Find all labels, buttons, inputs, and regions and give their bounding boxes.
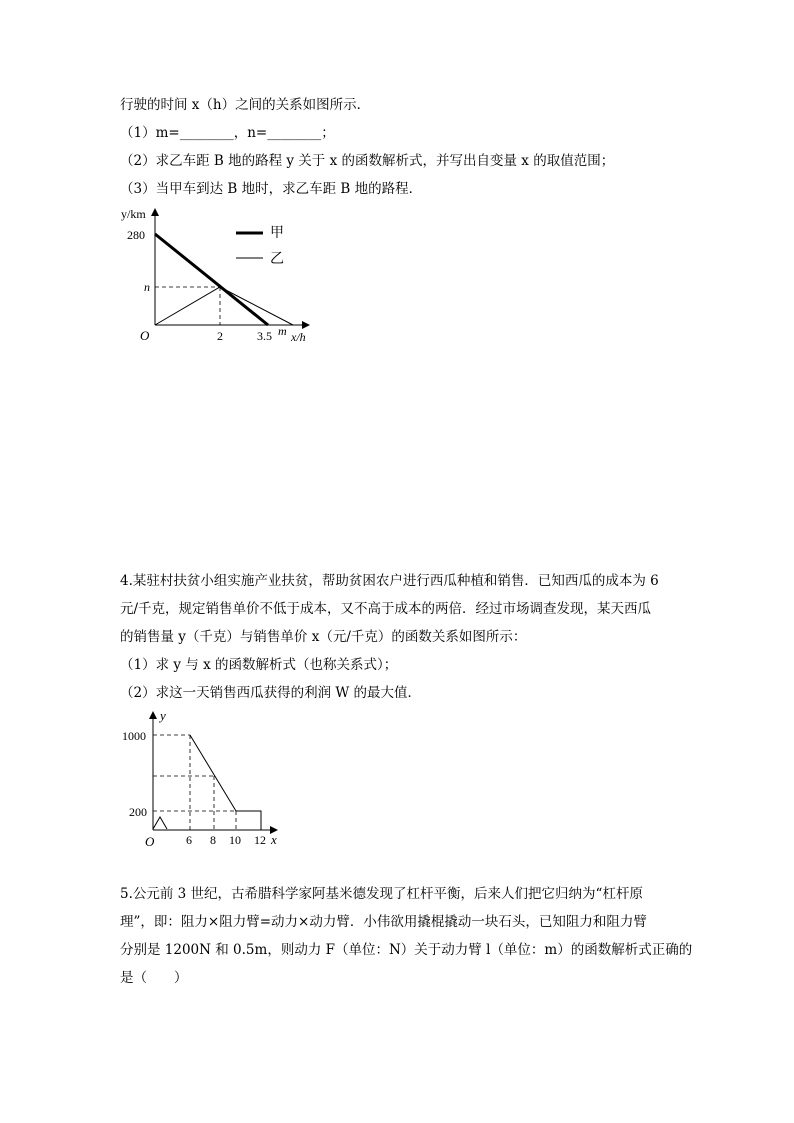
legend-jia-label: 甲 bbox=[270, 226, 284, 241]
q4-line-1: 4.某驻村扶贫小组实施产业扶贫，帮助贫困农户进行西瓜种植和销售．已知西瓜的成本为 6 bbox=[120, 573, 659, 589]
q4-block bbox=[120, 567, 680, 707]
q3-distance-time-graph bbox=[118, 200, 328, 350]
q3-sub1: （1）m=________，n=________； bbox=[120, 125, 335, 141]
q5-block bbox=[120, 880, 693, 992]
tick-280: 280 bbox=[127, 228, 145, 242]
origin-label: O bbox=[145, 834, 155, 849]
origin-label: O bbox=[140, 328, 150, 343]
sales-function-line bbox=[190, 735, 261, 830]
tick-3-5: 3.5 bbox=[257, 329, 272, 343]
tick-10: 10 bbox=[229, 833, 241, 847]
q3-sub2: （2）求乙车距 B 地的路程 y 关于 x 的函数解析式，并写出自变量 x 的取值范围； bbox=[120, 153, 615, 169]
q5-line-4: 是（ ） bbox=[120, 970, 188, 986]
q5-line-1: 5.公元前 3 世纪，古希腊科学家阿基米德发现了杠杆平衡，后来人们把它归纳为“杠杆原 bbox=[120, 886, 643, 902]
line-jia bbox=[155, 234, 268, 325]
y-axis-label: y/km bbox=[121, 207, 146, 221]
tick-n: n bbox=[144, 280, 150, 294]
q4-line-3: 的销售量 y（千克）与销售单价 x（元/千克）的函数关系如图所示： bbox=[120, 629, 527, 645]
x-axis-label: x bbox=[271, 832, 277, 847]
tick-1000: 1000 bbox=[122, 729, 146, 743]
q3-intro: 行驶的时间 x（h）之间的关系如图所示． bbox=[120, 97, 371, 113]
line-yi bbox=[155, 287, 293, 325]
q4-sub1: （1）求 y 与 x 的函数解析式（也称关系式）； bbox=[120, 657, 398, 673]
tick-12: 12 bbox=[254, 833, 266, 847]
q4-sub2: （2）求这一天销售西瓜获得的利润 W 的最大值． bbox=[120, 685, 422, 701]
tick-200: 200 bbox=[129, 805, 147, 819]
y-axis-label: y bbox=[160, 708, 166, 723]
tick-8: 8 bbox=[210, 833, 216, 847]
q5-line-2: 理”，即：阻力×阻力臂=动力×动力臂．小伟欲用撬棍撬动一块石头，已知阻力和阻力臂 bbox=[120, 914, 647, 930]
legend-yi-label: 乙 bbox=[270, 252, 284, 267]
q4-sales-graph bbox=[118, 705, 293, 855]
q4-line-2: 元/千克，规定销售单价不低于成本，又不高于成本的两倍．经过市场调查发现，某天西瓜 bbox=[120, 601, 652, 617]
tick-2: 2 bbox=[217, 329, 223, 343]
tick-6: 6 bbox=[186, 833, 192, 847]
q5-line-3: 分别是 1200N 和 0.5m，则动力 F（单位：N）关于动力臂 l（单位：m）的函数解析式正确的 bbox=[120, 942, 693, 958]
q3-sub3: （3）当甲车到达 B 地时，求乙车距 B 地的路程． bbox=[120, 181, 423, 197]
x-axis-label: x/h bbox=[291, 330, 306, 344]
tick-m: m bbox=[278, 324, 287, 338]
axis-break-mark bbox=[153, 817, 167, 829]
